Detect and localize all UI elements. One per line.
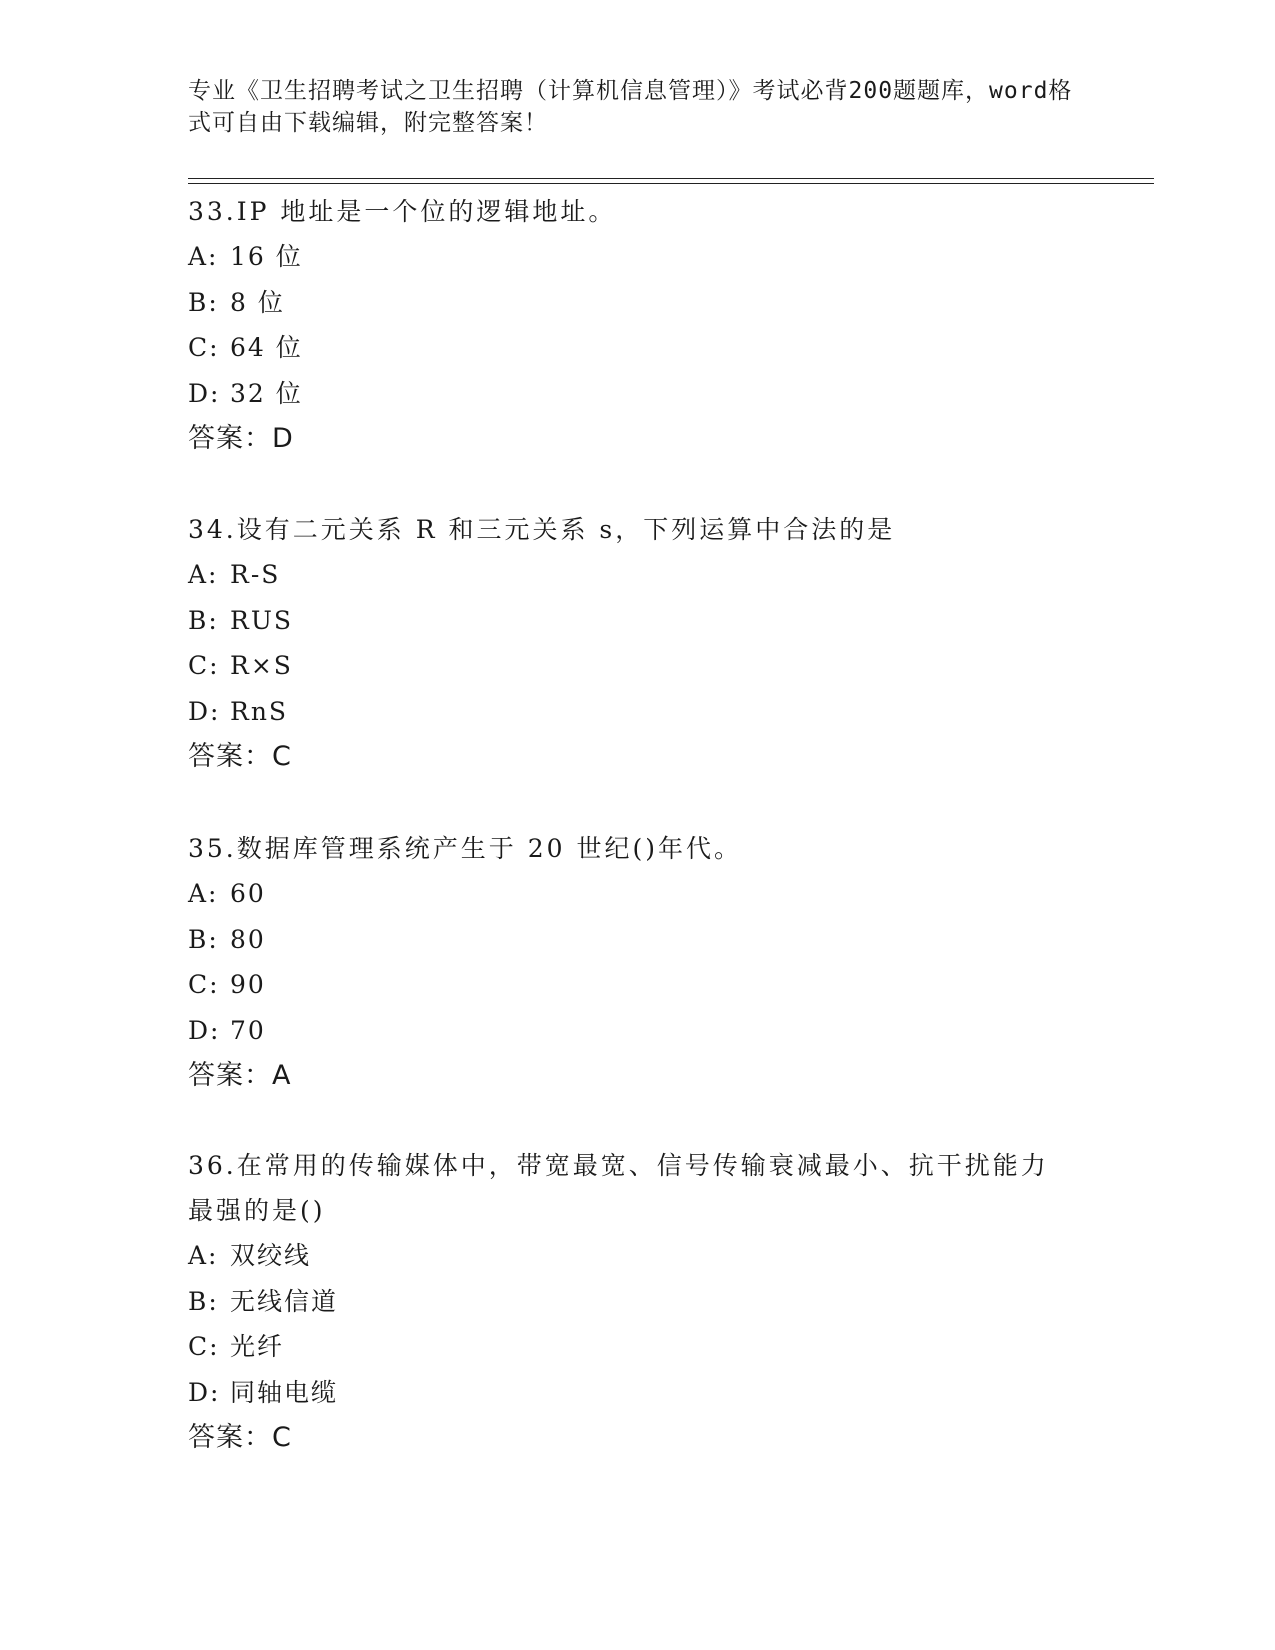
option-d [188,371,1088,417]
option-letter: A: [188,560,219,589]
option-b [188,917,1088,963]
option-letter: D: [188,696,221,726]
option-a [188,871,1088,917]
answer-line: 答案：C [188,1422,292,1453]
option-letter: C: [188,651,220,680]
document-header: 专业《卫生招聘考试之卫生招聘（计算机信息管理）》考试必背200题题库，word格式可自由下载编辑，附完整答案！ [188,78,1073,136]
option-text: 8 位 [230,287,285,317]
option-c [188,1324,1088,1370]
option-text: 光纤 [230,1332,285,1361]
question-stem: 35.数据库管理系统产生于 20 世纪()年代。 [188,834,742,863]
option-c [188,962,1088,1008]
option-letter: A: [188,879,219,908]
option-text: 同轴电缆 [230,1377,339,1407]
option-letter: C: [188,333,220,362]
option-c [188,643,1088,689]
option-text: 60 [230,879,266,908]
option-text: 双绞线 [230,1241,312,1270]
question-block-36 [188,1143,1088,1460]
answer-line: 答案：C [188,741,292,772]
question-block-34 [188,507,1088,779]
option-text: 16 位 [230,242,303,271]
option-a [188,1233,1088,1279]
option-letter: B: [188,287,219,317]
option-text: 32 位 [230,378,303,408]
option-letter: D: [188,1377,221,1407]
question-stem: 36.在常用的传输媒体中，带宽最宽、信号传输衰减最小、抗干扰能力最强的是() [188,1151,1049,1225]
option-text: RUS [230,605,294,635]
option-text: R×S [230,651,293,680]
option-text: 无线信道 [230,1286,339,1316]
option-b [188,598,1088,644]
option-text: R-S [230,560,281,589]
header-divider-top [188,178,1154,179]
option-a [188,552,1088,598]
option-letter: B: [188,1286,219,1316]
option-letter: D: [188,378,221,408]
option-d [188,689,1088,735]
option-b [188,280,1088,326]
option-letter: C: [188,1332,220,1361]
option-letter: A: [188,1241,219,1270]
question-block-35 [188,826,1088,1098]
option-text: 64 位 [230,333,303,362]
option-letter: A: [188,242,219,271]
question-block-33 [188,189,1088,461]
option-letter: D: [188,1015,221,1045]
question-stem: 33.IP 地址是一个位的逻辑地址。 [188,197,617,226]
answer-line: 答案：A [188,1060,292,1091]
option-c [188,325,1088,371]
option-letter: B: [188,605,219,635]
option-text: 90 [230,970,266,999]
option-text: 80 [230,924,266,954]
option-letter: C: [188,970,220,999]
option-d [188,1370,1088,1416]
option-d [188,1008,1088,1054]
option-b [188,1279,1088,1325]
option-text: 70 [230,1015,266,1045]
option-text: RnS [230,696,289,726]
header-divider-bottom [188,183,1154,184]
option-a [188,234,1088,280]
answer-line: 答案：D [188,423,294,454]
question-stem: 34.设有二元关系 R 和三元关系 s，下列运算中合法的是 [188,515,896,544]
option-letter: B: [188,924,219,954]
